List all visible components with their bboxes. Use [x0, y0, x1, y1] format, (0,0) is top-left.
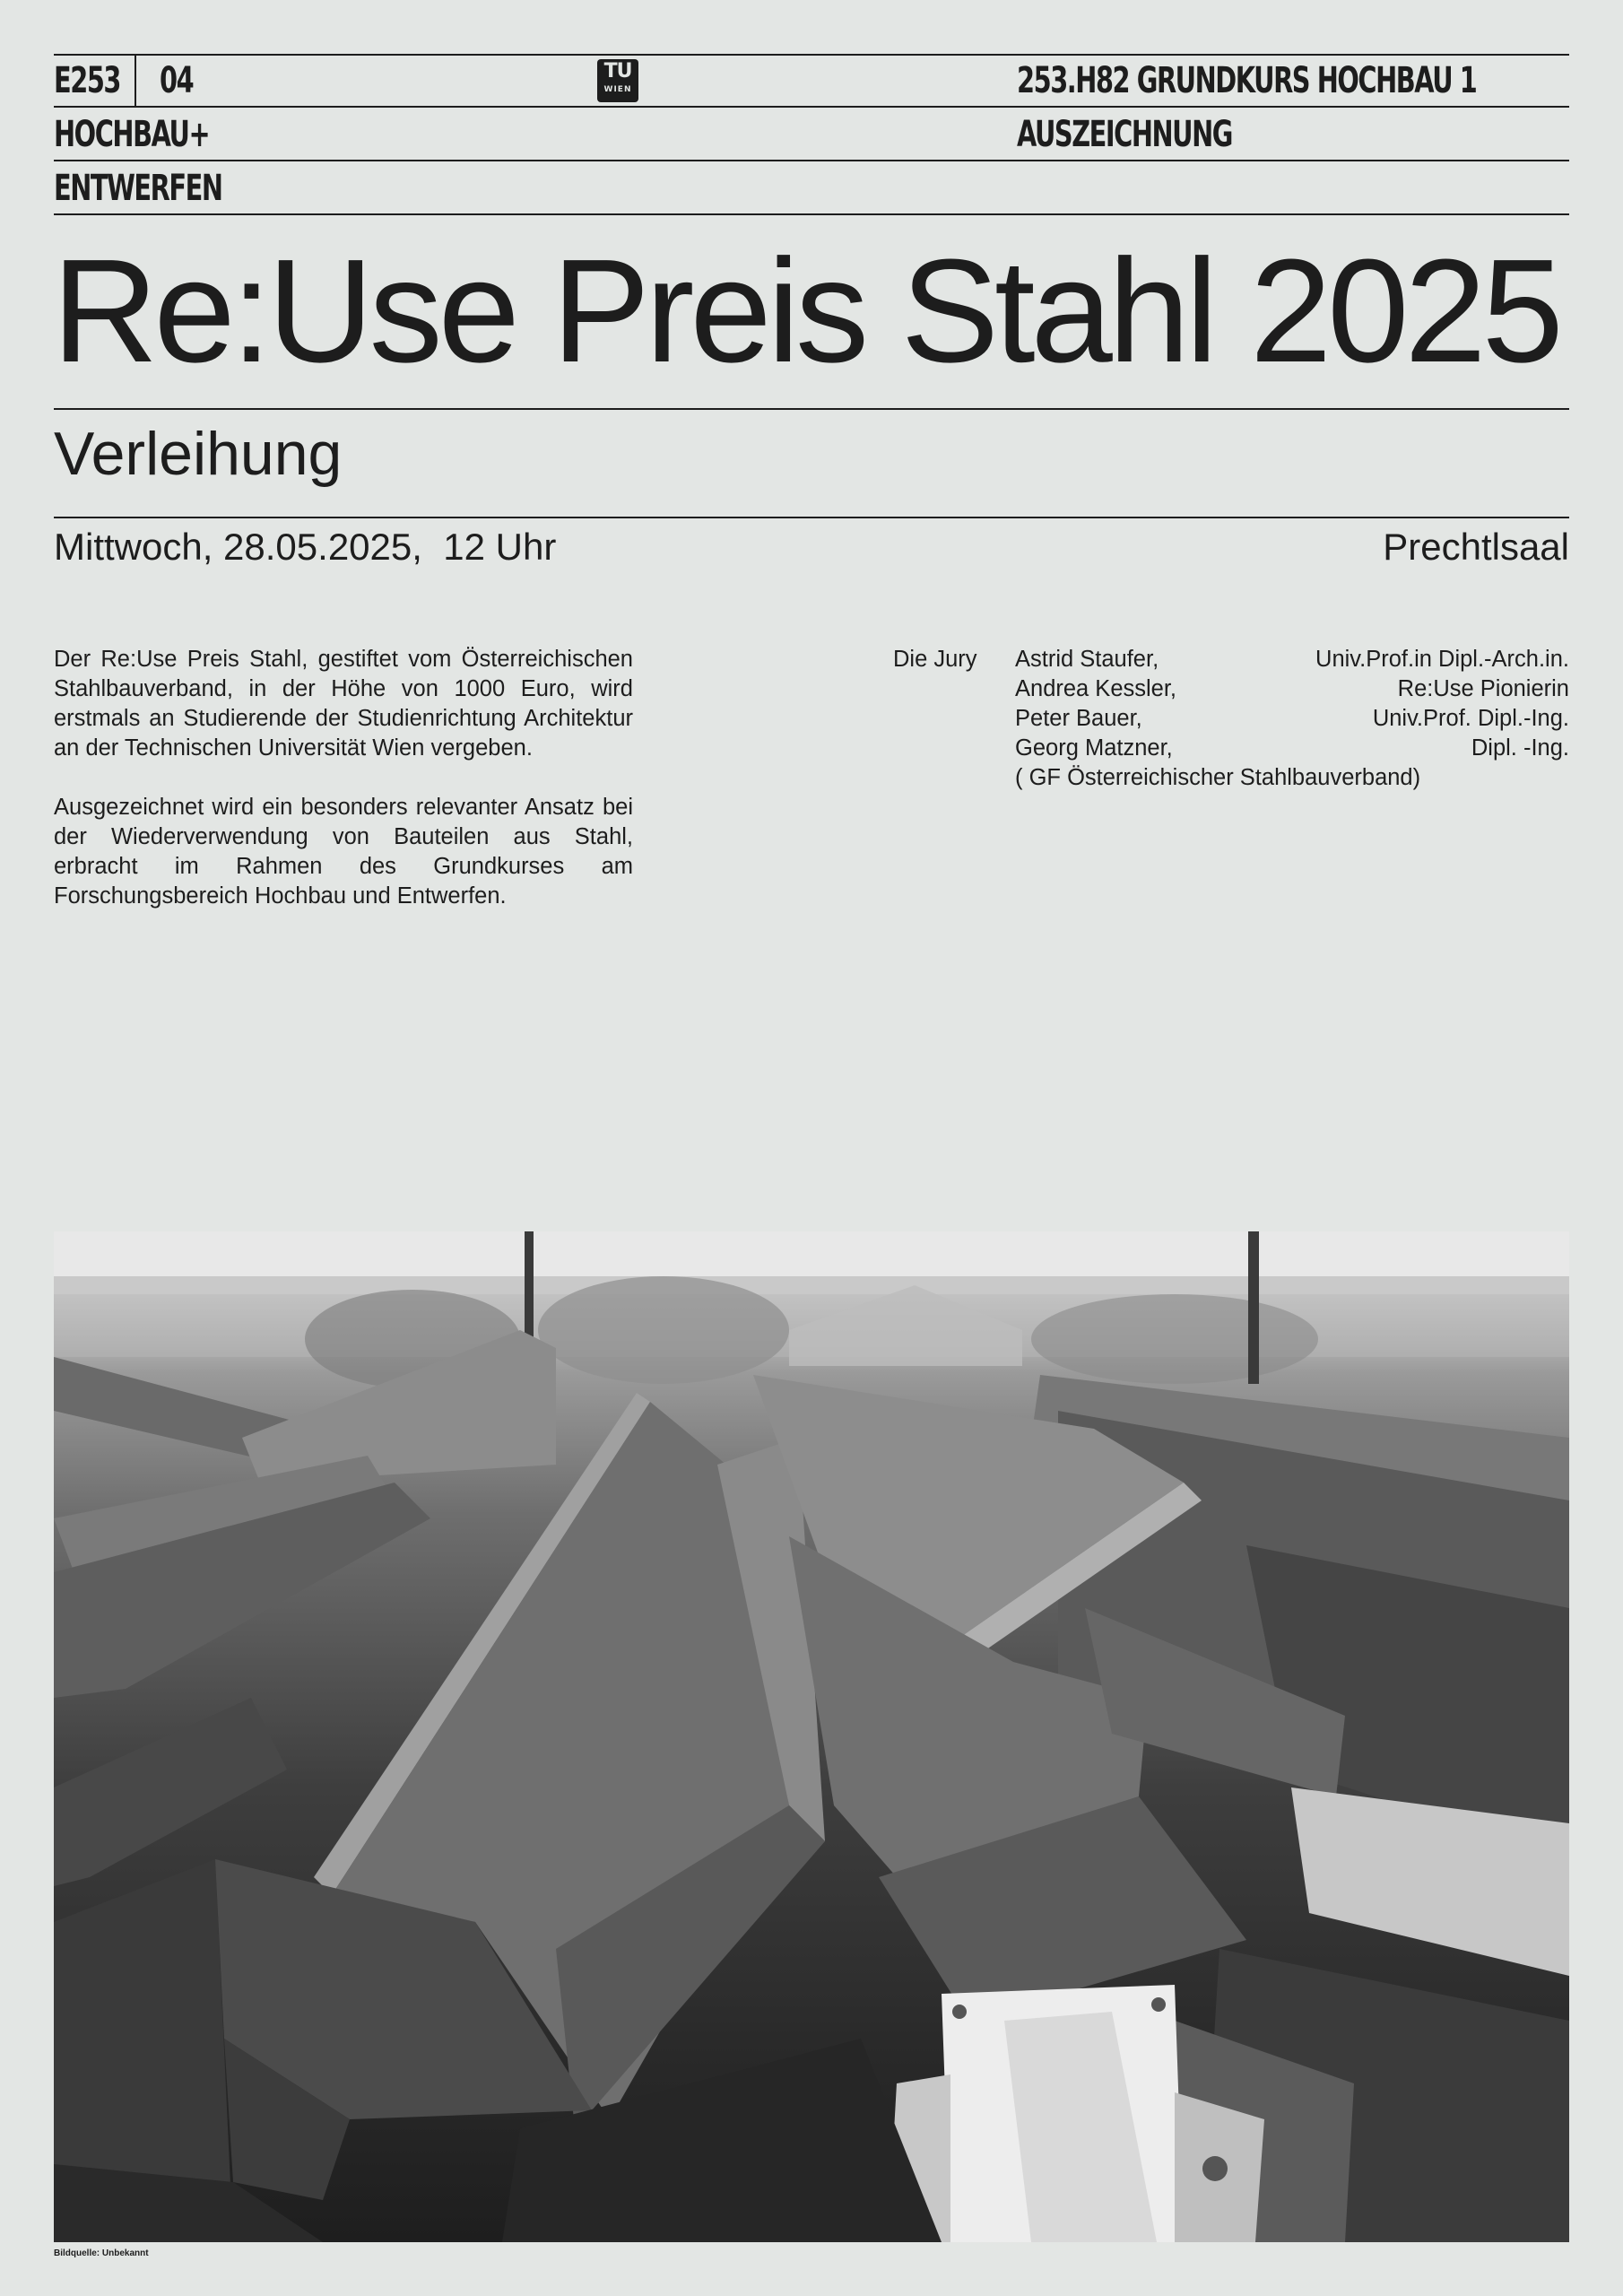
jury-member-title: Dipl. -Ing. — [1471, 735, 1569, 761]
jury-member-name: Astrid Staufer, — [1015, 647, 1159, 672]
header-number: 04 — [160, 60, 194, 101]
header-rule-4 — [54, 213, 1569, 215]
event-venue: Prechtlsaal — [1383, 526, 1569, 568]
intro-paragraph-2: Ausgezeichnet wird ein besonders relevanter Ansatz bei der Wiederverwendung von Bauteilen aus Stahl, erbracht im Rahmen des Grundkurses am Forschungsbereich Hochbau und Entwerfen. — [54, 795, 633, 909]
header-rule-3 — [54, 160, 1569, 161]
event-date-time: Mittwoch, 28.05.2025, 12 Uhr — [54, 526, 557, 568]
header-separator — [135, 54, 136, 106]
institute-line1: HOCHBAU+ — [54, 114, 210, 155]
jury-member-name: Peter Bauer, — [1015, 706, 1142, 731]
jury-member-title: Univ.Prof.in Dipl.-Arch.in. — [1315, 647, 1569, 672]
title-rule — [54, 408, 1569, 410]
jury-titles — [1315, 645, 1569, 763]
page-title: Re:Use Preis Stahl 2025 — [52, 229, 1559, 393]
intro-paragraph-1: Der Re:Use Preis Stahl, gestiftet vom Österreichischen Stahlbauverband, in der Höhe von 1000 Euro, wird erstmals an Studierende der Studienrichtung Architektur an der Technischen Universität Wien vergeben. — [54, 647, 633, 761]
photo-credit: Bildquelle: Unbekannt — [54, 2248, 149, 2258]
jury-member-name: Georg Matzner, — [1015, 735, 1173, 761]
logo-wien-text: WIEN — [603, 85, 632, 94]
subtitle: Verleihung — [54, 420, 343, 488]
intro-text — [54, 645, 633, 941]
jury-member-name: Andrea Kessler, — [1015, 676, 1177, 701]
course-code: E253 — [54, 60, 121, 101]
tu-wien-logo-icon — [597, 59, 638, 102]
category-label: AUSZEICHNUNG — [1017, 114, 1232, 155]
steel-beams-illustration — [54, 1231, 1569, 2242]
subtitle-rule — [54, 517, 1569, 518]
steel-beams-photo — [54, 1231, 1569, 2242]
jury-member-title: Re:Use Pionierin — [1397, 676, 1569, 701]
header-rule-2 — [54, 106, 1569, 108]
jury-label: Die Jury — [893, 647, 977, 672]
jury-note: ( GF Österreichischer Stahlbauverband) — [1015, 765, 1421, 790]
logo-tu-text: TU — [603, 60, 632, 83]
institute-line2: ENTWERFEN — [54, 168, 222, 209]
course-title: 253.H82 GRUNDKURS HOCHBAU 1 — [1017, 60, 1477, 101]
jury-member-title: Univ.Prof. Dipl.-Ing. — [1372, 706, 1569, 731]
